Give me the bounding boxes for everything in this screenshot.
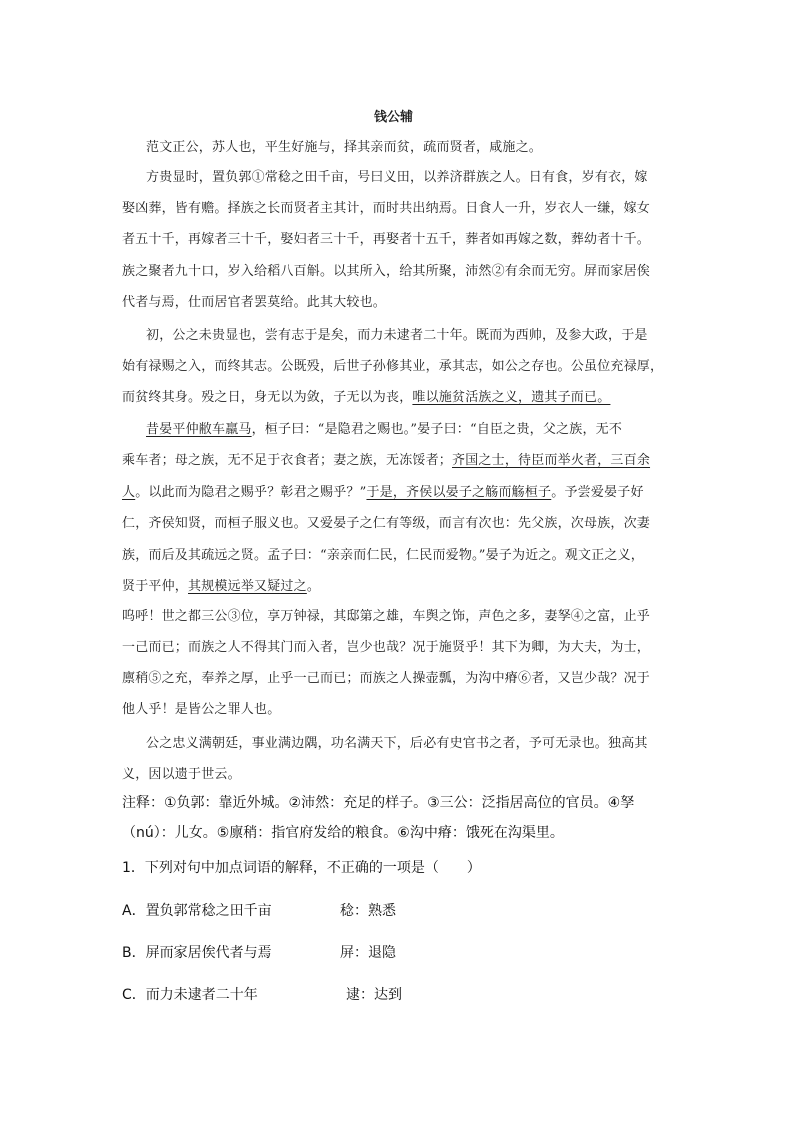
paragraph-6-line-1: 公之忠义满朝廷，事业满边隅，功名满天下，后必有史官书之者，予可无录也。独高其 bbox=[146, 736, 648, 751]
paragraph-4-line-3-text-a: 。以此而为隐君之赐乎？彰君之赐乎？” bbox=[135, 485, 367, 500]
paragraph-4-line-6-text: 贤于平仲， bbox=[122, 579, 189, 594]
notes-line-1: 注释：①负郭：靠近外城。②沛然：充足的样子。③三公：泛指居高位的官员。④孥 bbox=[122, 795, 635, 811]
underlined-sentence-3a: 齐国之士，待臣而举火者，三百余 bbox=[452, 453, 651, 468]
option-b-label: B．屏而家居俟代者与焉 bbox=[122, 945, 272, 961]
paragraph-2-line-2: 娶凶葬，皆有赡。择族之长而贤者主其计，而时共出纳焉。日食人一升，岁衣人一缣，嫁女 bbox=[122, 201, 651, 216]
underlined-sentence-1: 唯以施贫活族之义，遗其子而已。 bbox=[412, 390, 611, 405]
option-c-label: C．而力未逮者二十年 bbox=[122, 987, 258, 1003]
paragraph-4-line-2-text: 乘车者；母之族，无不足于衣食者；妻之族，无冻馁者； bbox=[122, 453, 453, 468]
paragraph-2-line-4: 族之聚者九十口，岁入给稻八百斛。以其所入，给其所聚，沛然②有余而无穷。屏而家居俟 bbox=[122, 264, 651, 279]
option-a-answer: 稔：熟悉 bbox=[340, 903, 396, 919]
underlined-sentence-5: 其规模远举又疑过之 bbox=[188, 579, 307, 594]
paragraph-4-line-1-text: ，桓子曰：“是隐君之赐也。”晏子曰：“自臣之贵，父之族，无不 bbox=[251, 422, 623, 437]
underlined-sentence-2: 昔晏平仲敝车羸马 bbox=[146, 422, 252, 437]
paragraph-1: 范文正公，苏人也，平生好施与，择其亲而贫，疏而贤者，咸施之。 bbox=[146, 140, 543, 155]
paragraph-4-line-3-text-b: 。予尝爱晏子好 bbox=[551, 485, 644, 500]
paragraph-3-line-2: 始有禄赐之入，而终其志。公既殁，后世子孙修其业，承其志，如公之存也。公虽位充禄厚， bbox=[122, 359, 664, 374]
paragraph-5-line-4: 他人乎！是皆公之罪人也。 bbox=[122, 702, 281, 717]
paragraph-4-line-6 bbox=[122, 575, 320, 594]
paragraph-5-line-1: 呜呼！世之都三公③位，享万钟禄，其邸第之雄，车舆之饰，声色之多，妻孥④之富，止乎 bbox=[122, 609, 651, 624]
paragraph-3-line-3-text: 而贫终其身。殁之日，身无以为敛，子无以为丧， bbox=[122, 390, 413, 405]
paragraph-4-line-6-end: 。 bbox=[306, 579, 321, 594]
paragraph-2-line-5: 代者与焉，仕而居官者罢莫给。此其大较也。 bbox=[122, 295, 387, 310]
notes-line-2: （nú）：儿女。⑤廪稍：指官府发给的粮食。⑥沟中瘠：饿死在沟渠里。 bbox=[122, 825, 564, 841]
paragraph-3-line-3 bbox=[122, 386, 610, 405]
option-a-label: A．置负郭常稔之田千亩 bbox=[122, 903, 272, 919]
paragraph-2-line-1: 方贵显时，置负郭①常稔之田千亩，号曰义田，以养济群族之人。日有食，岁有衣，嫁 bbox=[146, 170, 648, 185]
paragraph-4-line-3 bbox=[122, 481, 644, 500]
option-c-answer: 逮：达到 bbox=[346, 987, 402, 1003]
paragraph-5-line-3: 廪稍⑤之充，奉养之厚，止乎一己而已；而族之人操壶瓢，为沟中瘠⑥者，又岂少哉？况于 bbox=[122, 671, 651, 686]
paragraph-5-line-2: 一己而已；而族之人不得其门而入者，岂少也哉？况于施贤乎！其下为卿，为大夫，为士， bbox=[122, 640, 651, 655]
underlined-sentence-4: 于是，齐侯以晏子之觞而觞桓子 bbox=[366, 485, 552, 500]
underlined-sentence-3b: 人 bbox=[122, 485, 136, 500]
paragraph-4-line-1 bbox=[146, 418, 622, 437]
question-1: 1．下列对句中加点词语的解释，不正确的一项是（ ） bbox=[122, 860, 481, 876]
paragraph-3-line-1: 初，公之未贵显也，尝有志于是矣，而力未逮者二十年。既而为西帅，及参大政，于是 bbox=[146, 328, 648, 343]
paragraph-4-line-4: 仁，齐侯知贤，而桓子服义也。又爱晏子之仁有等级，而言有次也：先父族，次母族，次妻 bbox=[122, 516, 651, 531]
option-b-answer: 屏：退隐 bbox=[340, 945, 396, 961]
paragraph-4-line-2 bbox=[122, 449, 650, 468]
paragraph-2-line-3: 者五十千，再嫁者三十千，娶妇者三十千，再娶者十五千，葬者如再嫁之数，葬幼者十千。 bbox=[122, 232, 651, 247]
paragraph-6-line-2: 义，因以遗于世云。 bbox=[122, 767, 241, 782]
paragraph-4-line-5: 族，而后及其疏远之贤。孟子曰：“亲亲而仁民，仁民而爱物。”晏子为近之。观文正之义， bbox=[122, 548, 644, 563]
document-title: 钱公辅 bbox=[374, 110, 414, 125]
